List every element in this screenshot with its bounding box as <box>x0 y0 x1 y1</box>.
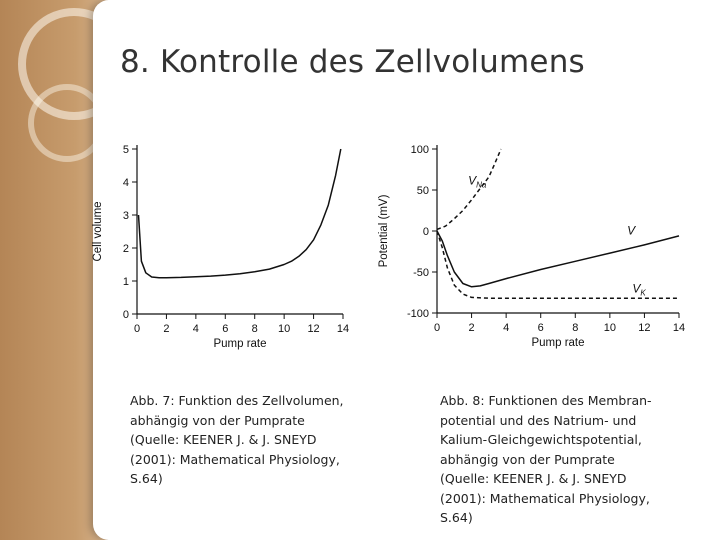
y-tick-label: 3 <box>122 210 129 222</box>
series-line-2 <box>437 149 501 229</box>
y-tick-label: 1 <box>122 276 129 288</box>
x-tick-label: 2 <box>163 323 170 335</box>
x-tick-label: 6 <box>222 323 229 335</box>
caption-line: S.64) <box>440 510 473 525</box>
caption-line: Abb. 8: Funktionen des Membran- <box>440 393 652 408</box>
series-label: $V_K$ <box>632 281 646 298</box>
x-tick-label: 8 <box>251 323 258 335</box>
y-tick-label: 5 <box>122 144 129 156</box>
x-tick-label: 14 <box>672 322 686 334</box>
caption-line: abhängig von der Pumprate <box>440 451 615 467</box>
caption-line: abhängig von der Pumprate <box>130 412 305 428</box>
y-axis-label: Potential (mV) <box>378 194 390 268</box>
x-tick-label: 0 <box>433 322 441 334</box>
x-tick-label: 0 <box>133 323 141 335</box>
y-tick-label: -100 <box>406 308 429 320</box>
series-label: $V_{Na}$ <box>468 173 487 190</box>
series-line-1 <box>437 231 679 287</box>
caption-line: S.64) <box>130 471 163 486</box>
figure-caption-abb7 <box>130 391 360 489</box>
x-tick-label: 8 <box>572 322 579 334</box>
caption-line: (2001): Mathematical Physiology, <box>440 490 650 506</box>
x-tick-label: 10 <box>603 322 616 334</box>
x-axis-label: Pump rate <box>531 337 585 349</box>
x-tick-label: 12 <box>638 322 651 334</box>
slide-title: 8. Kontrolle des Zellvolumens <box>120 44 585 80</box>
y-tick-label: 100 <box>410 144 429 156</box>
x-tick-label: 4 <box>503 322 510 334</box>
potential-chart <box>372 135 702 365</box>
y-tick-label: 0 <box>422 226 429 238</box>
caption-line: (2001): Mathematical Physiology, <box>130 451 340 467</box>
caption-line: (Quelle: KEENER J. & J. SNEYD <box>130 432 317 447</box>
y-tick-label: 50 <box>416 185 429 197</box>
caption-line: potential und des Natrium- und <box>440 412 637 428</box>
x-tick-label: 6 <box>537 322 544 334</box>
caption-line: Abb. 7: Funktion des Zellvolumen, <box>130 393 344 408</box>
caption-line: Kalium-Gleichgewichtspotential, <box>440 432 642 447</box>
y-axis-label: Cell volume <box>92 201 104 262</box>
x-tick-label: 2 <box>468 322 475 334</box>
series-label: V <box>627 223 636 238</box>
figure-caption-abb8 <box>440 391 675 528</box>
y-tick-label: 4 <box>122 177 129 189</box>
x-tick-label: 14 <box>336 323 350 335</box>
caption-line: (Quelle: KEENER J. & J. SNEYD <box>440 471 627 486</box>
cell-volume-chart <box>85 135 350 365</box>
y-tick-label: 0 <box>122 309 129 321</box>
x-axis-label: Pump rate <box>213 338 267 350</box>
y-tick-label: -50 <box>413 267 429 279</box>
series-line-1 <box>139 149 341 278</box>
x-tick-label: 4 <box>192 323 199 335</box>
y-tick-label: 2 <box>122 243 129 255</box>
x-tick-label: 10 <box>278 323 291 335</box>
x-tick-label: 12 <box>307 323 320 335</box>
